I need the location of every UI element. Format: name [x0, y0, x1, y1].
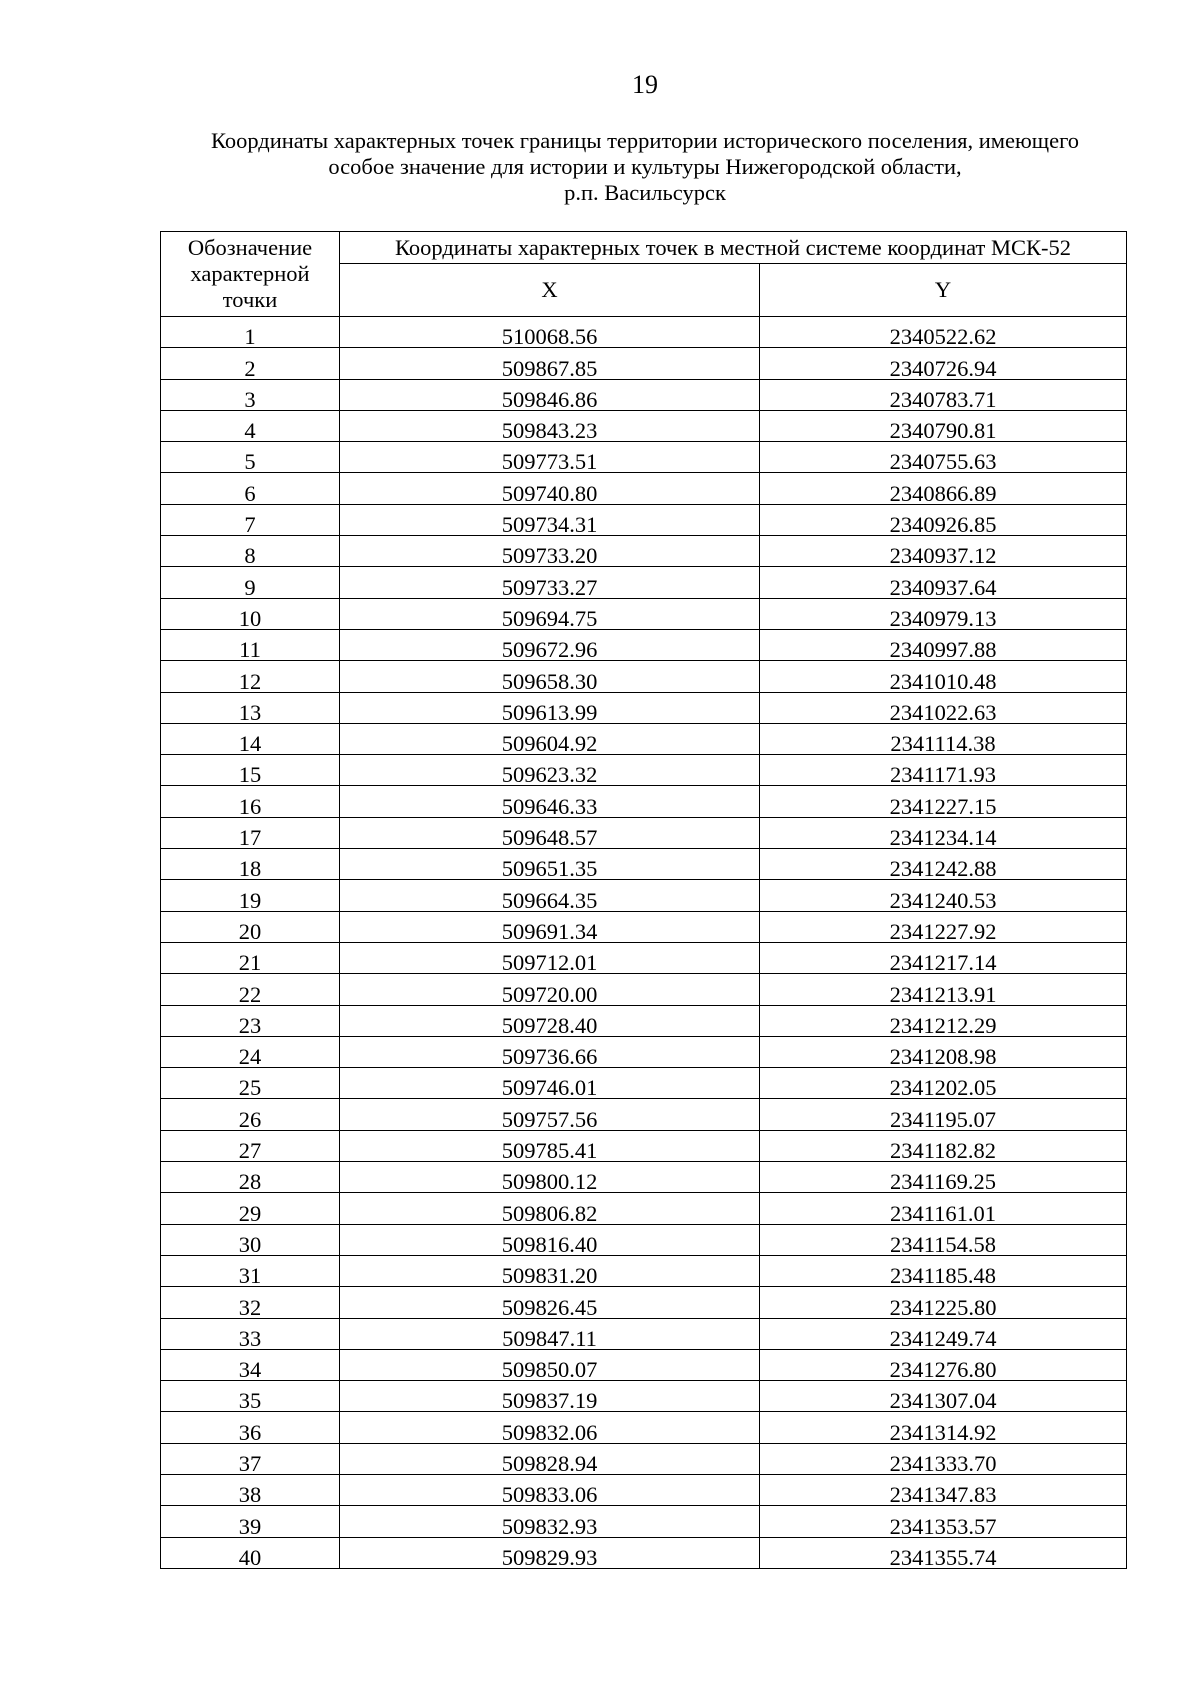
y-coordinate-value: 2341234.14: [889, 825, 997, 851]
x-coordinate-value: 509832.06: [501, 1419, 598, 1445]
x-coordinate-cell: [340, 1318, 760, 1349]
x-coordinate-value: 509712.01: [501, 950, 598, 976]
x-coordinate-value: 509806.82: [501, 1200, 598, 1226]
y-coordinate-cell: [760, 1474, 1127, 1508]
y-coordinate-cell: [760, 1068, 1127, 1099]
y-coordinate-cell: [760, 629, 1127, 663]
x-coordinate-cell: [340, 536, 760, 567]
y-coordinate-value: 2341225.80: [889, 1294, 997, 1320]
point-number-cell: [161, 1099, 340, 1130]
x-coordinate-cell: [340, 692, 760, 723]
point-number: 14: [238, 731, 262, 757]
table-row: [161, 442, 1127, 473]
point-number: 31: [238, 1263, 262, 1289]
x-coordinate-value: 509785.41: [501, 1138, 598, 1164]
y-coordinate-value: 2341195.07: [889, 1106, 997, 1132]
x-coordinate-value: 510068.56: [501, 324, 598, 350]
x-coordinate-value: 509837.19: [501, 1388, 598, 1414]
y-coordinate-cell: [760, 473, 1127, 504]
point-number: 37: [238, 1450, 262, 1476]
table-row: [161, 629, 1127, 660]
point-number: 19: [238, 887, 262, 913]
point-number: 20: [238, 918, 262, 944]
x-coordinate-cell: [340, 473, 760, 504]
y-coordinate-value: 2341276.80: [889, 1357, 997, 1383]
point-number-cell: [161, 1005, 340, 1036]
point-number: 12: [238, 668, 262, 694]
point-number-cell: [161, 786, 340, 817]
y-coordinate-cell: [760, 442, 1127, 473]
y-coordinate-cell: [760, 786, 1127, 817]
x-coordinate-cell: [340, 974, 760, 1005]
point-number: 38: [238, 1482, 262, 1508]
y-coordinate-cell: [760, 1005, 1127, 1036]
x-coordinate-value: 509613.99: [501, 699, 598, 725]
x-coordinate-value: 509728.40: [501, 1012, 598, 1038]
table-row: [161, 1099, 1127, 1130]
point-number: 15: [238, 762, 262, 788]
y-coordinate-value: 2340783.71: [889, 386, 997, 412]
table-row: [161, 473, 1127, 504]
point-number: 17: [238, 825, 262, 851]
x-coordinate-cell: [340, 1255, 760, 1289]
x-coordinate-value: 509664.35: [501, 887, 598, 913]
table-body: [161, 317, 1127, 1569]
x-coordinate-value: 509773.51: [501, 449, 598, 475]
x-coordinate-cell: [340, 723, 760, 757]
y-coordinate-cell: [760, 942, 1127, 976]
x-coordinate-cell: [340, 1224, 760, 1255]
x-coordinate-cell: [340, 849, 760, 880]
x-coordinate-cell: [340, 1068, 760, 1099]
x-coordinate-value: 509734.31: [501, 512, 598, 538]
x-column-header: X: [340, 264, 760, 317]
point-header-line-1: Обозначение: [187, 235, 313, 260]
point-number-cell: [161, 1349, 340, 1383]
point-number: 5: [244, 449, 256, 475]
point-number-cell: [161, 442, 340, 473]
x-coordinate-cell: [340, 1443, 760, 1474]
y-coordinate-value: 2341182.82: [889, 1138, 997, 1164]
point-number-cell: [161, 379, 340, 410]
point-number: 23: [238, 1012, 262, 1038]
y-coordinate-cell: [760, 1130, 1127, 1164]
point-number-cell: [161, 911, 340, 942]
table-row: [161, 1224, 1127, 1255]
y-coordinate-cell: [760, 1162, 1127, 1193]
x-coordinate-cell: [340, 379, 760, 410]
y-coordinate-value: 2341227.15: [889, 793, 997, 819]
y-coordinate-cell: [760, 504, 1127, 538]
x-coordinate-cell: [340, 786, 760, 817]
x-coordinate-cell: [340, 348, 760, 379]
y-coordinate-value: 2340979.13: [889, 605, 997, 631]
x-coordinate-cell: [340, 942, 760, 976]
x-coordinate-cell: [340, 755, 760, 786]
y-coordinate-cell: [760, 1287, 1127, 1318]
x-coordinate-value: 509846.86: [501, 386, 598, 412]
y-coordinate-value: 2341347.83: [889, 1482, 997, 1508]
y-coordinate-cell: [760, 348, 1127, 379]
point-number-cell: [161, 755, 340, 786]
y-coordinate-value: 2340866.89: [889, 480, 997, 506]
x-coordinate-value: 509691.34: [501, 918, 598, 944]
x-coordinate-cell: [340, 1412, 760, 1443]
x-coordinate-cell: [340, 1287, 760, 1318]
point-header-line-3: точки: [222, 287, 278, 312]
point-number-cell: [161, 1193, 340, 1224]
table-row: [161, 1036, 1127, 1067]
point-number-cell: [161, 567, 340, 598]
y-coordinate-value: 2341202.05: [889, 1075, 997, 1101]
point-number: 25: [238, 1075, 262, 1101]
x-coordinate-value: 509826.45: [501, 1294, 598, 1320]
coordinate-system-header: Координаты характерных точек в местной системе координат МСК-52: [340, 232, 1127, 264]
y-coordinate-value: 2341242.88: [889, 856, 997, 882]
y-coordinate-value: 2341169.25: [889, 1169, 997, 1195]
point-number: 13: [238, 699, 262, 725]
point-number: 40: [238, 1544, 262, 1570]
x-coordinate-value: 509829.93: [501, 1544, 598, 1570]
y-coordinate-cell: [760, 1381, 1127, 1412]
point-number-cell: [161, 1537, 340, 1568]
x-coordinate-value: 509833.06: [501, 1482, 598, 1508]
x-coordinate-cell: [340, 317, 760, 348]
y-coordinate-value: 2341240.53: [889, 887, 997, 913]
x-coordinate-value: 509847.11: [502, 1325, 597, 1351]
point-number-cell: [161, 1224, 340, 1255]
y-coordinate-value: 2341213.91: [889, 981, 997, 1007]
x-coordinate-value: 509816.40: [501, 1231, 598, 1257]
x-coordinate-cell: [340, 629, 760, 663]
y-coordinate-value: 2341307.04: [889, 1388, 997, 1414]
table-row: [161, 536, 1127, 567]
x-coordinate-value: 509733.27: [501, 574, 598, 600]
table-row: [161, 849, 1127, 880]
point-number: 1: [244, 324, 256, 350]
x-coordinate-cell: [340, 504, 760, 538]
y-coordinate-value: 2341212.29: [889, 1012, 997, 1038]
point-number: 28: [238, 1169, 262, 1195]
point-number: 18: [238, 856, 262, 882]
y-coordinate-cell: [760, 1412, 1127, 1443]
x-coordinate-cell: [340, 1130, 760, 1164]
y-coordinate-value: 2341227.92: [889, 918, 997, 944]
x-coordinate-cell: [340, 1506, 760, 1537]
table-row: [161, 880, 1127, 911]
x-coordinate-value: 509800.12: [501, 1169, 598, 1195]
point-number-cell: [161, 692, 340, 723]
y-coordinate-value: 2341208.98: [889, 1044, 997, 1070]
table-row: [161, 1506, 1127, 1537]
y-coordinate-cell: [760, 1036, 1127, 1070]
y-coordinate-value: 2340726.94: [889, 355, 997, 381]
point-number-cell: [161, 1130, 340, 1164]
point-number: 22: [238, 981, 262, 1007]
document-title: [160, 128, 1130, 206]
x-coordinate-value: 509694.75: [501, 605, 598, 631]
point-number-cell: [161, 1036, 340, 1070]
point-number: 32: [238, 1294, 262, 1320]
y-coordinate-cell: [760, 1537, 1127, 1568]
point-number: 35: [238, 1388, 262, 1414]
point-number-cell: [161, 1162, 340, 1193]
point-number: 6: [244, 480, 256, 506]
table-row: [161, 410, 1127, 441]
x-coordinate-cell: [340, 661, 760, 692]
point-number-cell: [161, 629, 340, 663]
point-number-cell: [161, 473, 340, 504]
table-row: [161, 817, 1127, 848]
table-row: [161, 723, 1127, 754]
y-coordinate-cell: [760, 317, 1127, 348]
y-coordinate-value: 2341314.92: [889, 1419, 997, 1445]
x-coordinate-cell: [340, 1537, 760, 1568]
point-number: 8: [244, 543, 256, 569]
point-number: 26: [238, 1106, 262, 1132]
table-row: [161, 974, 1127, 1005]
y-coordinate-value: 2340937.12: [889, 543, 997, 569]
point-number-cell: [161, 1443, 340, 1474]
table-row: [161, 1287, 1127, 1318]
y-coordinate-cell: [760, 817, 1127, 851]
point-number-cell: [161, 1287, 340, 1318]
y-coordinate-value: 2341114.38: [890, 731, 996, 757]
title-line-3: р.п. Васильсурск: [564, 180, 726, 205]
x-coordinate-cell: [340, 567, 760, 598]
point-number: 34: [238, 1357, 262, 1383]
point-number: 3: [244, 386, 256, 412]
y-coordinate-value: 2340755.63: [889, 449, 997, 475]
y-coordinate-cell: [760, 410, 1127, 444]
y-coordinate-value: 2341154.58: [889, 1231, 997, 1257]
table-row: [161, 1443, 1127, 1474]
x-coordinate-cell: [340, 598, 760, 629]
x-coordinate-value: 509832.93: [501, 1513, 598, 1539]
point-number: 27: [238, 1138, 262, 1164]
table-row: [161, 1474, 1127, 1505]
y-coordinate-cell: [760, 567, 1127, 598]
point-number: 9: [244, 574, 256, 600]
point-header-line-2: характерной: [190, 261, 310, 286]
y-coordinate-value: 2340997.88: [889, 637, 997, 663]
y-coordinate-value: 2341171.93: [889, 762, 997, 788]
point-number-cell: [161, 849, 340, 880]
point-number: 11: [239, 637, 261, 663]
point-number: 39: [238, 1513, 262, 1539]
table-row: [161, 911, 1127, 942]
y-coordinate-cell: [760, 974, 1127, 1005]
point-number: 33: [238, 1325, 262, 1351]
y-coordinate-value: 2340522.62: [889, 324, 997, 350]
title-line-2: особое значение для истории и культуры Нижегородской области,: [328, 154, 962, 179]
x-coordinate-cell: [340, 911, 760, 942]
point-number: 10: [238, 605, 262, 631]
x-coordinate-cell: [340, 1005, 760, 1036]
table-row: [161, 1130, 1127, 1161]
y-coordinate-cell: [760, 911, 1127, 942]
y-coordinate-value: 2341333.70: [889, 1450, 997, 1476]
point-number: 4: [244, 418, 256, 444]
point-number: 29: [238, 1200, 262, 1226]
table-row: [161, 317, 1127, 348]
point-number-cell: [161, 348, 340, 379]
x-coordinate-cell: [340, 1193, 760, 1224]
y-coordinate-cell: [760, 692, 1127, 723]
x-coordinate-value: 509672.96: [501, 637, 598, 663]
point-number: 7: [244, 512, 256, 538]
x-coordinate-value: 509867.85: [501, 355, 598, 381]
page-number: 19: [632, 70, 658, 99]
y-coordinate-cell: [760, 536, 1127, 567]
y-coordinate-cell: [760, 1193, 1127, 1224]
point-number-cell: [161, 598, 340, 629]
coordinates-table: [160, 231, 1127, 1569]
point-number-cell: [161, 723, 340, 757]
point-number-cell: [161, 661, 340, 692]
table-row: [161, 1537, 1127, 1568]
table-row: [161, 1193, 1127, 1224]
y-coordinate-cell: [760, 723, 1127, 757]
y-coordinate-cell: [760, 1443, 1127, 1474]
y-coordinate-cell: [760, 880, 1127, 911]
point-number: 24: [238, 1044, 262, 1070]
point-number: 21: [238, 950, 262, 976]
x-coordinate-value: 509746.01: [501, 1075, 598, 1101]
x-coordinate-cell: [340, 817, 760, 851]
point-number-cell: [161, 817, 340, 851]
y-coordinate-cell: [760, 1255, 1127, 1289]
point-number-cell: [161, 1068, 340, 1099]
table-row: [161, 348, 1127, 379]
x-coordinate-value: 509623.32: [501, 762, 598, 788]
y-coordinate-cell: [760, 379, 1127, 410]
x-coordinate-value: 509648.57: [501, 825, 598, 851]
x-coordinate-value: 509733.20: [501, 543, 598, 569]
x-coordinate-value: 509740.80: [501, 480, 598, 506]
point-number-cell: [161, 942, 340, 976]
table-row: [161, 755, 1127, 786]
x-coordinate-cell: [340, 410, 760, 444]
point-number-cell: [161, 536, 340, 567]
x-coordinate-value: 509757.56: [501, 1106, 598, 1132]
x-coordinate-value: 509736.66: [501, 1044, 598, 1070]
y-coordinate-cell: [760, 1224, 1127, 1255]
table-row: [161, 661, 1127, 692]
point-number-cell: [161, 410, 340, 444]
x-coordinate-value: 509651.35: [501, 856, 598, 882]
y-coordinate-value: 2340937.64: [889, 574, 997, 600]
y-coordinate-value: 2341217.14: [889, 950, 997, 976]
y-coordinate-cell: [760, 1349, 1127, 1383]
x-coordinate-cell: [340, 1036, 760, 1070]
table-row: [161, 379, 1127, 410]
x-coordinate-value: 509843.23: [501, 418, 598, 444]
x-coordinate-value: 509720.00: [501, 981, 598, 1007]
y-coordinate-value: 2341161.01: [889, 1200, 997, 1226]
y-column-header: Y: [760, 264, 1127, 317]
table-row: [161, 567, 1127, 598]
table-header: [161, 232, 1127, 317]
y-coordinate-cell: [760, 1506, 1127, 1537]
x-coordinate-value: 509850.07: [501, 1357, 598, 1383]
table-row: [161, 1068, 1127, 1099]
point-number-cell: [161, 317, 340, 348]
table-row: [161, 1255, 1127, 1286]
y-coordinate-cell: [760, 661, 1127, 692]
x-coordinate-cell: [340, 1099, 760, 1130]
x-coordinate-value: 509658.30: [501, 668, 598, 694]
y-coordinate-cell: [760, 849, 1127, 880]
table-row: [161, 1349, 1127, 1380]
point-number-cell: [161, 1255, 340, 1289]
table-row: [161, 692, 1127, 723]
table-row: [161, 1162, 1127, 1193]
point-number-cell: [161, 1318, 340, 1349]
point-number: 2: [244, 355, 256, 381]
table-row: [161, 1412, 1127, 1443]
point-number: 30: [238, 1231, 262, 1257]
x-coordinate-cell: [340, 1474, 760, 1508]
x-coordinate-cell: [340, 880, 760, 911]
table-row: [161, 786, 1127, 817]
x-coordinate-cell: [340, 1349, 760, 1383]
y-coordinate-value: 2341022.63: [889, 699, 997, 725]
point-number-cell: [161, 1474, 340, 1508]
point-number-cell: [161, 1506, 340, 1537]
table-row: [161, 1381, 1127, 1412]
table-row: [161, 942, 1127, 973]
x-coordinate-value: 509646.33: [501, 793, 598, 819]
point-number-cell: [161, 1381, 340, 1412]
y-coordinate-value: 2341355.74: [889, 1544, 997, 1570]
point-number-cell: [161, 880, 340, 911]
table-row: [161, 598, 1127, 629]
y-coordinate-cell: [760, 1099, 1127, 1130]
x-coordinate-value: 509831.20: [501, 1263, 598, 1289]
point-number-cell: [161, 974, 340, 1005]
title-line-1: Координаты характерных точек границы территории исторического поселения, имеющего: [210, 128, 1080, 153]
y-coordinate-value: 2341249.74: [889, 1325, 997, 1351]
y-coordinate-value: 2340790.81: [889, 418, 997, 444]
x-coordinate-value: 509828.94: [501, 1450, 598, 1476]
point-number-cell: [161, 1412, 340, 1443]
y-coordinate-cell: [760, 598, 1127, 629]
y-coordinate-value: 2341185.48: [889, 1263, 997, 1289]
table-row: [161, 1005, 1127, 1036]
x-coordinate-cell: [340, 1381, 760, 1412]
table-row: [161, 504, 1127, 535]
table-row: [161, 1318, 1127, 1349]
y-coordinate-value: 2341010.48: [889, 668, 997, 694]
x-coordinate-value: 509604.92: [501, 731, 598, 757]
point-number: 36: [238, 1419, 262, 1445]
point-number: 16: [238, 793, 262, 819]
y-coordinate-value: 2341353.57: [889, 1513, 997, 1539]
y-coordinate-cell: [760, 755, 1127, 786]
point-designation-header: [161, 232, 340, 317]
y-coordinate-cell: [760, 1318, 1127, 1349]
y-coordinate-value: 2340926.85: [889, 512, 997, 538]
x-coordinate-cell: [340, 1162, 760, 1193]
point-number-cell: [161, 504, 340, 538]
x-coordinate-cell: [340, 442, 760, 473]
